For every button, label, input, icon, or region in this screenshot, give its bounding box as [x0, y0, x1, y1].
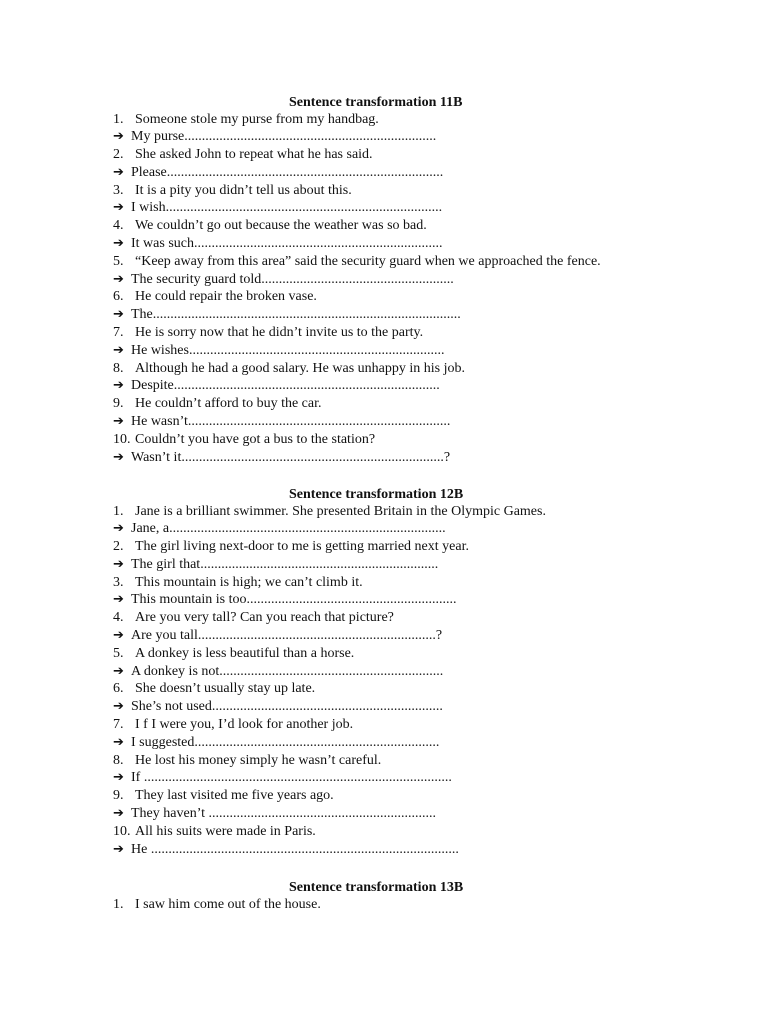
- arrow-icon: ➔: [113, 200, 124, 216]
- answer-blank: ...........................................................................?: [181, 449, 451, 465]
- answer-blank: .......................................................: [261, 271, 454, 287]
- item-number: 3.: [113, 182, 124, 198]
- item-number: 3.: [113, 574, 124, 590]
- answer-blank: .......................................................................: [194, 236, 443, 252]
- sentence-text: He lost his money simply he wasn’t careful.: [135, 752, 382, 768]
- answer-prompt: Are you tall: [131, 628, 198, 644]
- item-number: 7.: [113, 325, 124, 341]
- answer-line: [113, 698, 546, 716]
- arrow-icon: ➔: [113, 592, 124, 608]
- answer-line: [113, 235, 601, 253]
- answer-prompt: The security guard told: [131, 271, 262, 287]
- answer-line: [113, 342, 601, 360]
- answer-line: [113, 663, 546, 681]
- answer-blank: ...............................................................................: [165, 200, 443, 216]
- item-number: 5.: [113, 645, 124, 661]
- arrow-icon: ➔: [113, 699, 124, 715]
- answer-prompt: Jane, a: [131, 521, 170, 537]
- arrow-icon: ➔: [113, 628, 124, 644]
- answer-blank: .........................................................................: [188, 342, 445, 358]
- arrow-icon: ➔: [113, 521, 124, 537]
- sentence-text: All his suits were made in Paris.: [135, 823, 316, 839]
- sentence-text: It is a pity you didn’t tell us about this.: [135, 182, 352, 198]
- arrow-icon: ➔: [113, 734, 124, 750]
- answer-line: [113, 164, 601, 182]
- arrow-icon: ➔: [113, 342, 124, 358]
- answer-prompt: This mountain is too: [131, 592, 247, 608]
- sentence-text: “Keep away from this area” said the security guard when we approached the fence.: [135, 253, 601, 269]
- answer-prompt: The: [131, 307, 153, 323]
- arrow-icon: ➔: [113, 164, 124, 180]
- item-number: 5.: [113, 253, 124, 269]
- item-number: 1.: [113, 503, 124, 519]
- item-number: 6.: [113, 289, 124, 305]
- answer-line: [113, 128, 601, 146]
- answer-blank: ............................................................................: [173, 378, 440, 394]
- section-title: Sentence transformation 12B: [289, 487, 464, 502]
- sentence-text: Couldn’t you have got a bus to the station?: [135, 431, 376, 447]
- answer-prompt: He: [131, 841, 148, 857]
- answer-prompt: It was such: [131, 236, 194, 252]
- sentence-text: I f I were you, I’d look for another job.: [135, 717, 354, 733]
- answer-prompt: My purse: [131, 129, 185, 145]
- sentence-text: Are you very tall? Can you reach that picture?: [135, 610, 394, 626]
- item-number: 2.: [113, 539, 124, 555]
- sentence-text: She doesn’t usually stay up late.: [135, 681, 316, 697]
- answer-blank: ................................................................: [219, 663, 444, 679]
- arrow-icon: ➔: [113, 378, 124, 394]
- item-number: 9.: [113, 396, 124, 412]
- exercise-sentence: [113, 146, 601, 164]
- answer-prompt: The girl that: [131, 556, 201, 572]
- sentence-text: He is sorry now that he didn’t invite us to the party.: [135, 325, 424, 341]
- sentence-text: Although he had a good salary. He was unhappy in his job.: [135, 360, 465, 376]
- answer-prompt: They haven’t: [131, 806, 205, 822]
- answer-blank: ...............................................................................: [169, 521, 446, 537]
- answer-line: [113, 520, 546, 538]
- exercise-sentence: [113, 645, 546, 663]
- exercise-sentence: [113, 716, 546, 734]
- item-number: 9.: [113, 788, 124, 804]
- answer-line: [113, 769, 546, 787]
- exercise-sentence: [113, 324, 601, 342]
- arrow-icon: ➔: [113, 663, 124, 679]
- answer-prompt: Wasn’t it: [131, 449, 182, 465]
- item-number: 6.: [113, 681, 124, 697]
- exercise-sentence: [113, 288, 601, 306]
- answer-prompt: Despite: [131, 378, 174, 394]
- answer-line: [113, 627, 546, 645]
- answer-prompt: If: [131, 770, 141, 786]
- answer-blank: ........................................................................................: [140, 770, 452, 786]
- section-title: Sentence transformation 11B: [289, 95, 463, 110]
- sentence-text: We couldn’t go out because the weather was so bad.: [135, 218, 427, 234]
- answer-prompt: I wish: [131, 200, 166, 216]
- item-number: 4.: [113, 610, 124, 626]
- answer-blank: ..................................................................: [211, 699, 443, 715]
- exercise-list: [113, 111, 601, 467]
- exercise-list: [113, 503, 546, 859]
- item-number: 8.: [113, 752, 124, 768]
- answer-line: [113, 734, 546, 752]
- answer-prompt: Please: [131, 164, 167, 180]
- arrow-icon: ➔: [113, 556, 124, 572]
- exercise-sentence: [113, 182, 601, 200]
- exercise-sentence: [113, 395, 601, 413]
- exercise-sentence: [113, 503, 546, 521]
- item-number: 10.: [113, 431, 131, 447]
- exercise-sentence: [113, 574, 546, 592]
- exercise-list: [113, 896, 321, 914]
- answer-prompt: She’s not used: [131, 699, 212, 715]
- exercise-sentence: [113, 111, 601, 129]
- sentence-text: Someone stole my purse from my handbag.: [135, 111, 379, 127]
- arrow-icon: ➔: [113, 271, 124, 287]
- arrow-icon: ➔: [113, 449, 124, 465]
- answer-line: [113, 556, 546, 574]
- answer-line: [113, 841, 546, 859]
- exercise-sentence: [113, 680, 546, 698]
- sentence-text: He could repair the broken vase.: [135, 289, 317, 305]
- sentence-text: A donkey is less beautiful than a horse.: [135, 645, 355, 661]
- answer-blank: ...............................................................................: [166, 164, 444, 180]
- answer-line: [113, 449, 601, 467]
- answer-line: [113, 271, 601, 289]
- answer-prompt: I suggested: [131, 734, 195, 750]
- item-number: 1.: [113, 896, 124, 912]
- arrow-icon: ➔: [113, 307, 124, 323]
- answer-blank: ......................................................................: [194, 734, 440, 750]
- item-number: 4.: [113, 218, 124, 234]
- item-number: 8.: [113, 360, 124, 376]
- answer-line: [113, 805, 546, 823]
- answer-line: [113, 591, 546, 609]
- answer-blank: ...........................................................................: [187, 414, 451, 430]
- answer-prompt: He wasn’t: [131, 414, 188, 430]
- answer-blank: ....................................................................?: [197, 628, 443, 644]
- arrow-icon: ➔: [113, 806, 124, 822]
- sentence-text: The girl living next-door to me is getting married next year.: [135, 539, 469, 555]
- sentence-text: Jane is a brilliant swimmer. She presented Britain in the Olympic Games.: [135, 503, 546, 519]
- arrow-icon: ➔: [113, 770, 124, 786]
- exercise-sentence: [113, 431, 601, 449]
- arrow-icon: ➔: [113, 841, 124, 857]
- exercise-sentence: [113, 360, 601, 378]
- exercise-sentence: [113, 253, 601, 271]
- section-title: Sentence transformation 13B: [289, 880, 464, 895]
- exercise-sentence: [113, 787, 546, 805]
- arrow-icon: ➔: [113, 414, 124, 430]
- item-number: 10.: [113, 823, 131, 839]
- answer-line: [113, 377, 601, 395]
- exercise-sentence: [113, 538, 546, 556]
- answer-blank: ........................................................................................: [152, 307, 461, 323]
- sentence-text: They last visited me five years ago.: [135, 788, 334, 804]
- exercise-sentence: [113, 609, 546, 627]
- item-number: 2.: [113, 147, 124, 163]
- answer-blank: ........................................................................: [184, 129, 437, 145]
- answer-blank: .................................................................: [205, 806, 436, 822]
- arrow-icon: ➔: [113, 129, 124, 145]
- answer-blank: ............................................................: [246, 592, 457, 608]
- exercise-sentence: [113, 217, 601, 235]
- sentence-text: This mountain is high; we can’t climb it.: [135, 574, 363, 590]
- item-number: 7.: [113, 717, 124, 733]
- exercise-sentence: [113, 896, 321, 914]
- answer-line: [113, 306, 601, 324]
- answer-line: [113, 199, 601, 217]
- answer-prompt: He wishes: [131, 342, 189, 358]
- answer-prompt: A donkey is not: [131, 663, 220, 679]
- exercise-sentence: [113, 823, 546, 841]
- sentence-text: I saw him come out of the house.: [135, 896, 321, 912]
- answer-line: [113, 413, 601, 431]
- sentence-text: He couldn’t afford to buy the car.: [135, 396, 322, 412]
- answer-blank: ....................................................................: [200, 556, 439, 572]
- arrow-icon: ➔: [113, 236, 124, 252]
- exercise-sentence: [113, 752, 546, 770]
- answer-blank: ........................................................................................: [147, 841, 459, 857]
- item-number: 1.: [113, 111, 124, 127]
- sentence-text: She asked John to repeat what he has said.: [135, 147, 373, 163]
